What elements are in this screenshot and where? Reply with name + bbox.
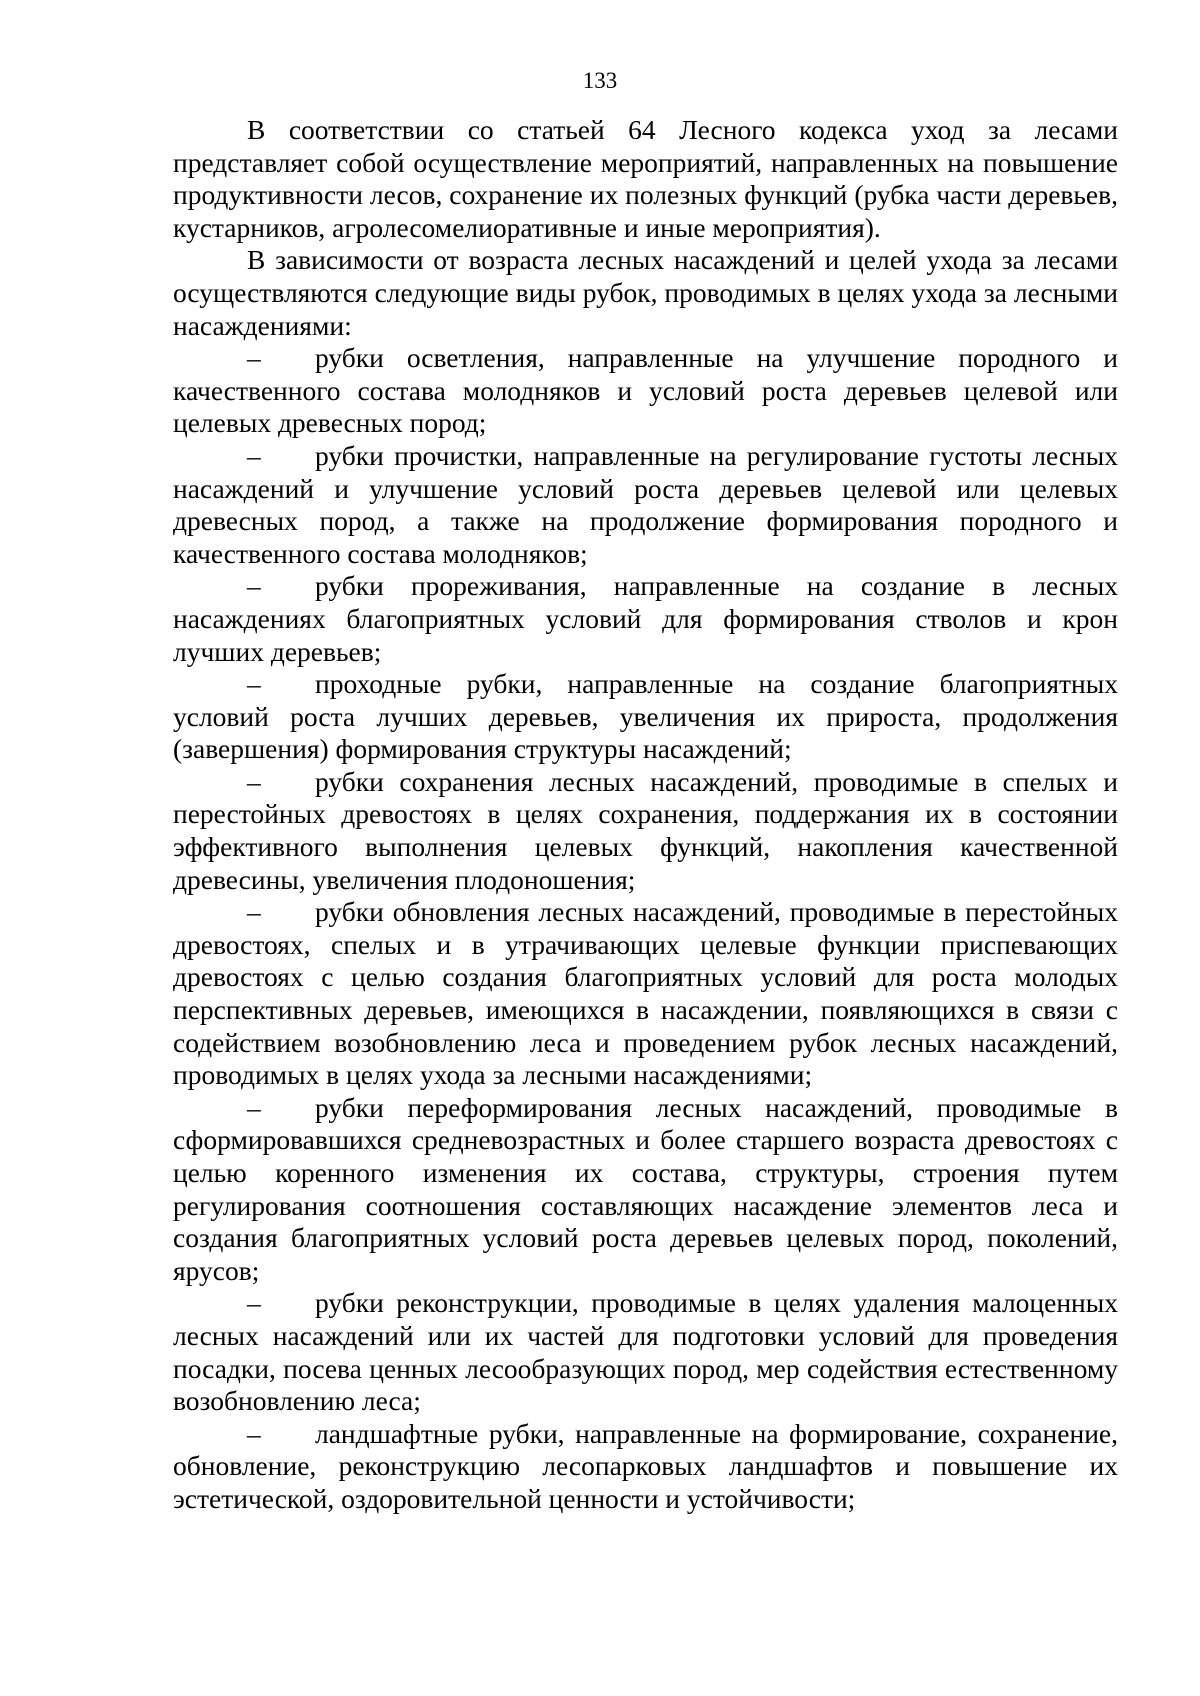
list-item (173, 1418, 1118, 1516)
list-dash: – (247, 570, 261, 602)
page-number: 133 (582, 68, 618, 93)
list-dash: – (247, 668, 261, 700)
list-item-text: рубки сохранения лесных насаждений, проводимые в спелых и перестойных древостоях в целях сохранения, поддержания их в состоянии эффективного выполнения целевых функций, накопления качественной древесины, увеличения плодоношения; (173, 765, 1118, 895)
list-item (173, 766, 1118, 896)
list-item (173, 668, 1118, 766)
list-dash: – (247, 342, 261, 374)
list-item-text: проходные рубки, направленные на создание благоприятных условий роста лучших деревьев, увеличения их прироста, продолжения (завершения) формирования структуры насаждений; (173, 668, 1118, 765)
paragraph-felling-types-intro: В зависимости от возраста лесных насаждений и целей ухода за лесами осуществляются следующие виды рубок, проводимых в целях ухода за лесными насаждениями: (173, 244, 1118, 341)
list-item (173, 1287, 1118, 1417)
list-item-text: рубки переформирования лесных насаждений, проводимые в сформировавшихся средневозрастных и более старшего возраста древостоях с целью коренного изменения их состава, структуры, строения путем регулирования соотношения составляющих насаждение элементов леса и создания благоприятных условий роста деревьев целевых пород, поколений, ярусов; (173, 1091, 1118, 1286)
felling-types-list (173, 342, 1118, 1515)
list-item-text: рубки реконструкции, проводимые в целях удаления малоценных лесных насаждений или их частей для подготовки условий для проведения посадки, посева ценных лесообразующих пород, мер содействия естественному возобновлению леса; (173, 1287, 1118, 1417)
list-item-text: рубки осветления, направленные на улучшение породного и качественного состава молодняков и условий роста деревьев целевой или целевых древесных пород; (173, 342, 1118, 439)
list-item (173, 570, 1118, 668)
list-dash: – (247, 1287, 261, 1319)
list-item-text: рубки прочистки, направленные на регулирование густоты лесных насаждений и улучшение условий роста деревьев целевой или целевых древесных пород, а также на продолжение формирования породного и качественного состава молодняков; (173, 439, 1118, 569)
list-item (173, 1092, 1118, 1288)
body-text (173, 114, 1118, 1516)
list-dash: – (247, 1417, 261, 1449)
list-dash: – (247, 1091, 261, 1123)
paragraph-forest-care-definition: В соответствии со статьей 64 Лесного кодекса уход за лесами представляет собой осуществление мероприятий, направленных на повышение продуктивности лесов, сохранение их полезных функций (рубка части деревьев, кустарников, агролесомелиоративные и иные мероприятия). (173, 114, 1118, 243)
list-item-text: рубки прореживания, направленные на создание в лесных насаждениях благоприятных условий для формирования стволов и крон лучших деревьев; (173, 570, 1118, 667)
list-dash: – (247, 765, 261, 797)
list-item-text: рубки обновления лесных насаждений, проводимые в перестойных древостоях, спелых и в утрачивающих целевые функции приспевающих древостоях с целью создания благоприятных условий для роста молодых перспективных деревьев, имеющихся в насаждении, появляющихся в связи с содействием возобновлению леса и проведением рубок лесных насаждений, проводимых в целях ухода за лесными насаждениями; (173, 896, 1118, 1091)
list-item (173, 440, 1118, 570)
list-item (173, 342, 1118, 440)
list-item (173, 896, 1118, 1092)
list-item-text: ландшафтные рубки, направленные на формирование, сохранение, обновление, реконструкцию лесопарковых ландшафтов и повышение их эстетической, оздоровительной ценности и устойчивости; (173, 1417, 1118, 1514)
list-dash: – (247, 896, 261, 928)
list-dash: – (247, 439, 261, 471)
